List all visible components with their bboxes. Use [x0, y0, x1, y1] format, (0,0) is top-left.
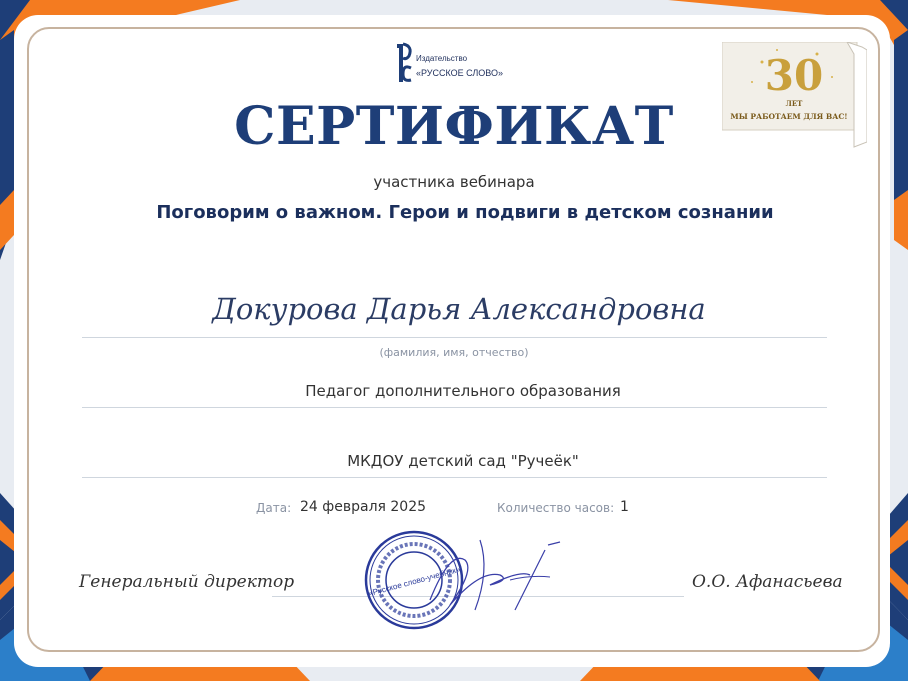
participant-name: Докурова Дарья Александровна [212, 292, 706, 326]
handwritten-signature [420, 530, 570, 620]
participant-position: Педагог дополнительного образования [305, 382, 621, 400]
publisher-logo [393, 42, 523, 86]
signatory-name: О.О. Афанасьева [692, 572, 843, 592]
signatory-role: Генеральный директор [79, 572, 295, 592]
date-value: 24 февраля 2025 [300, 499, 427, 515]
name-underline [82, 337, 827, 338]
certificate-title: СЕРТИФИКАТ [234, 96, 674, 157]
organization-underline [82, 477, 827, 478]
position-underline [82, 407, 827, 408]
publisher-logo-icon [393, 42, 415, 84]
name-hint: (фамилия, имя, отчество) [379, 346, 529, 359]
participant-organization: МКДОУ детский сад "Ручеёк" [347, 452, 579, 470]
date-label: Дата: [256, 501, 292, 515]
anniversary-number: 30 [764, 51, 824, 100]
anniversary-years: ЛЕТ [785, 99, 803, 108]
publisher-name: «РУССКОЕ СЛОВО» [416, 68, 503, 78]
webinar-title: Поговорим о важном. Герои и подвиги в детском сознании [156, 202, 774, 223]
hours-value: 1 [620, 499, 629, 515]
anniversary-motto: МЫ РАБОТАЕМ ДЛЯ ВАС! [730, 112, 848, 121]
publisher-label: Издательство [416, 54, 468, 63]
stamp-text: «Русское слово-учебник» [367, 564, 462, 599]
hours-label: Количество часов: [497, 501, 615, 515]
certificate-subtitle: участника вебинара [373, 173, 535, 191]
